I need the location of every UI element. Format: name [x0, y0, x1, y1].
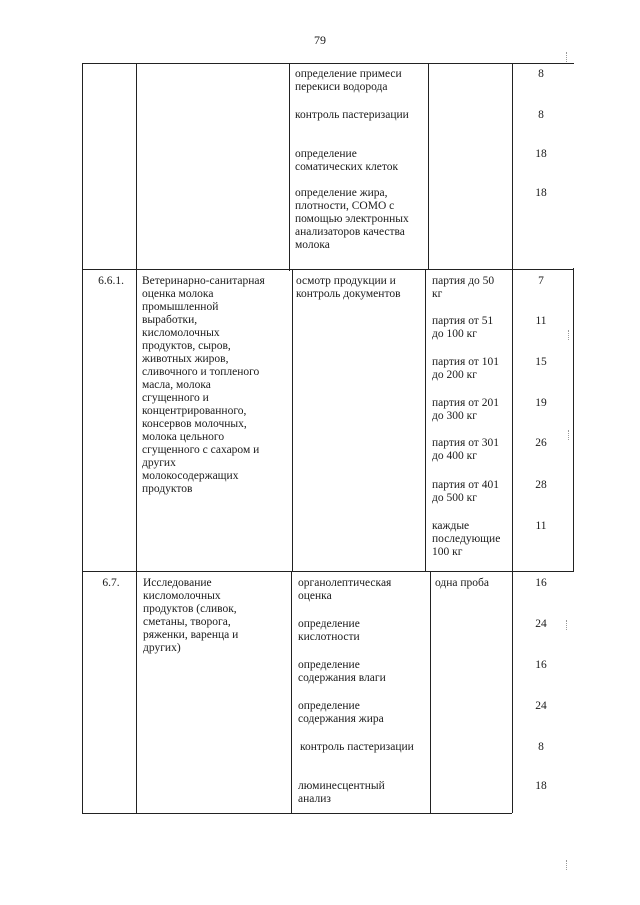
row-name: Исследование кисломолочных продуктов (сливок, сметаны, творога, ряженки, варенца и других) [143, 577, 239, 654]
method-cell: контроль пастеризации [295, 109, 409, 121]
method-cell: контроль пастеризации [300, 741, 414, 753]
method-cell: люминесцентный анализ [298, 780, 385, 805]
rate-cell: 26 [535, 437, 547, 449]
method-cell: определение кислотности [298, 618, 360, 643]
rate-cell: 24 [535, 618, 547, 630]
method-cell: определение примеси перекиси водорода [295, 68, 402, 93]
rate-cell: 16 [535, 659, 547, 671]
rate-cell: 18 [535, 780, 547, 792]
unit-cell: партия от 101 до 200 кг [432, 356, 499, 381]
column-border [291, 571, 292, 813]
rate-cell: 19 [535, 397, 547, 409]
rate-cell: 16 [535, 577, 547, 589]
rate-cell: 15 [535, 356, 547, 368]
page-number: 79 [314, 33, 326, 47]
rate-cell: 8 [538, 109, 544, 121]
column-border [430, 571, 431, 813]
table-top-border [82, 63, 574, 64]
method-cell: осмотр продукции и контроль документов [296, 275, 401, 300]
rate-cell: 11 [535, 315, 547, 327]
rate-cell: 8 [538, 68, 544, 80]
column-border [292, 269, 293, 571]
column-border [428, 63, 429, 269]
rate-cell: 28 [535, 479, 547, 491]
method-cell: определение жира, плотности, СОМО с помощью электронных анализаторов качества молока [295, 187, 409, 251]
rate-cell: 7 [538, 275, 544, 287]
method-cell: определение содержания жира [298, 700, 384, 725]
rate-cell: 18 [535, 148, 547, 160]
scan-mark [566, 620, 568, 630]
row-number: 6.7. [102, 577, 120, 589]
row-number: 6.6.1. [98, 275, 124, 287]
scan-mark [568, 430, 570, 440]
unit-cell: партия от 201 до 300 кг [432, 397, 499, 422]
column-border [136, 63, 137, 813]
method-cell: определение содержания влаги [298, 659, 386, 684]
rate-cell: 8 [538, 741, 544, 753]
unit-cell: партия от 51 до 100 кг [432, 315, 494, 340]
scan-mark [568, 330, 570, 340]
row-divider [82, 269, 574, 270]
rate-cell: 24 [535, 700, 547, 712]
unit-cell: каждые последующие 100 кг [432, 520, 501, 558]
method-cell: определение соматических клеток [295, 148, 399, 173]
column-border [425, 269, 426, 571]
scan-mark [566, 52, 568, 62]
table-bottom-border [82, 813, 512, 814]
rate-cell: 11 [535, 520, 547, 532]
rate-cell: 18 [535, 187, 547, 199]
unit-cell: одна проба [435, 577, 490, 589]
column-border [512, 63, 513, 813]
unit-cell: партия от 401 до 500 кг [432, 479, 499, 504]
column-border [289, 63, 290, 271]
row-name: Ветеринарно-санитарная оценка молока промышленной выработки, кисломолочных продуктов, сыров, животных жиров, сливочного и топленого масла, молока сгущенного и концентрированного, консервов молочных, молока цельного сгущенного с сахаром и других молокосодержащих продуктов [142, 275, 265, 495]
column-border [573, 268, 574, 572]
scan-mark [566, 860, 568, 870]
unit-cell: партия от 301 до 400 кг [432, 437, 499, 462]
method-cell: органолептическая оценка [298, 577, 392, 602]
row-divider [82, 571, 574, 572]
column-border [82, 63, 83, 813]
unit-cell: партия до 50 кг [432, 275, 495, 300]
